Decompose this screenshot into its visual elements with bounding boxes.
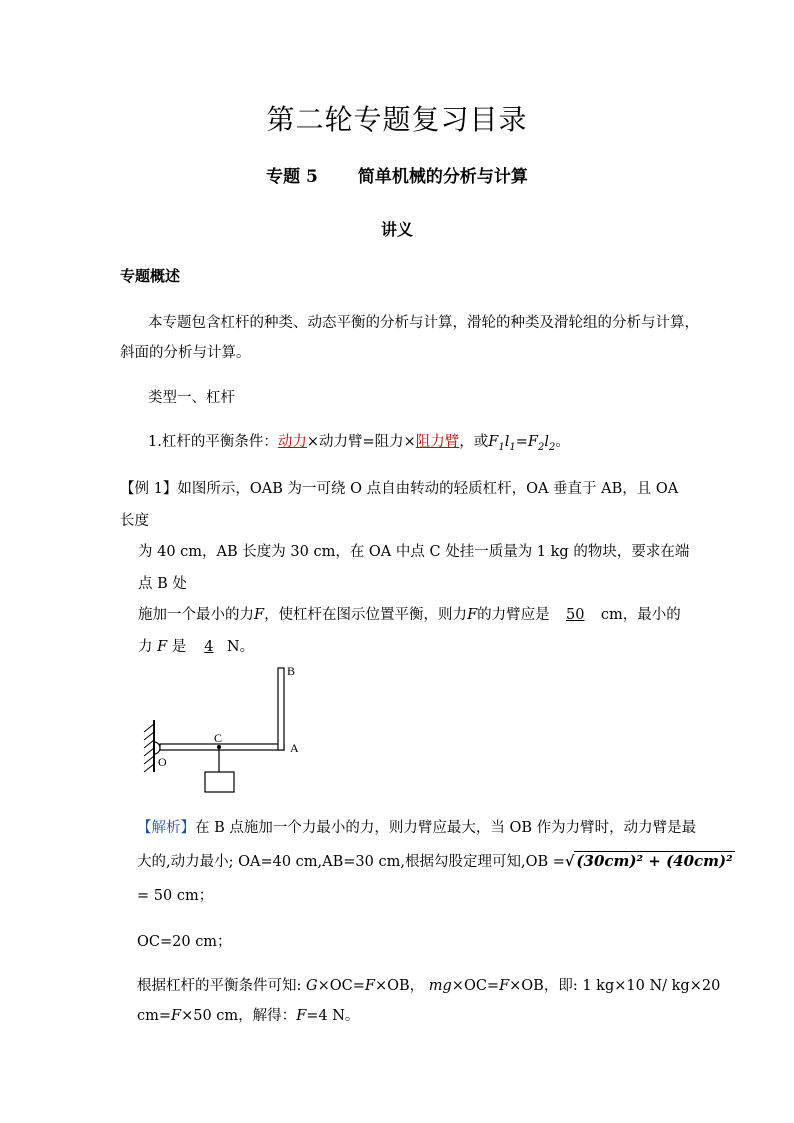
- example-line-3: 施加一个最小的力F，使杠杆在图示位置平衡，则力F的力臂应是 50 cm，最小的: [120, 600, 690, 632]
- solution-line-5: 根据杠杆的平衡条件可知: G×OC=F×OB， mg×OC=F×OB，即: 1 kg×10 N/ kg×20: [137, 978, 721, 994]
- solution-line-2: 大的,动力最小; OA=40 cm,AB=30 cm,根据勾股定理可知,OB =√ (30cm)² + (40cm)²: [137, 852, 733, 870]
- rule-formula: $F_1l_1=F_2l_2$: [488, 434, 556, 453]
- sqrt-radicand: (30cm)² + (40cm)²: [576, 852, 733, 870]
- solution-tag: 【解析】: [137, 820, 195, 836]
- solution-line-1: 【解析】在 B 点施加一个力最小的力，则力臂应最大，当 OB 作为力臂时，动力臂是最: [137, 820, 697, 836]
- balance-rule: 1.杠杆的平衡条件：动力×动力臂=阻力×阻力臂，或$F_1l_1=F_2l_2$。: [148, 434, 570, 453]
- rule-prefix: 1.杠杆的平衡条件：: [148, 434, 278, 450]
- type-one-heading: 类型一、杠杆: [148, 390, 235, 406]
- example-line-4: 力 F 是 4 N。: [120, 632, 690, 664]
- example-1: [120, 474, 690, 663]
- answer-blank-2: 4: [204, 638, 214, 655]
- rule-suffix: ，或: [459, 434, 489, 450]
- rule-mid: ×动力臂=阻力×: [306, 434, 416, 450]
- label-c: C: [214, 731, 223, 745]
- label-o: O: [158, 755, 167, 769]
- label-b: B: [287, 664, 296, 678]
- example-line-1: 如图所示，OAB 为一可绕 O 点自由转动的轻质杠杆，OA 垂直于 AB，且 OA 长度: [120, 481, 679, 529]
- label-a: A: [290, 741, 299, 755]
- solution-line-3: = 50 cm；: [137, 888, 214, 904]
- example-line-2: 为 40 cm，AB 长度为 30 cm，在 OA 中点 C 处挂一质量为 1 kg 的物块，要求在端点 B 处: [138, 544, 690, 592]
- lever-diagram: [140, 660, 320, 800]
- topic-name: 简单机械的分析与计算: [357, 167, 528, 187]
- rule-term-resistance-arm: 阻力臂: [415, 434, 460, 450]
- solution-line-4: OC=20 cm；: [137, 934, 232, 950]
- lever-arm-ab: [278, 668, 284, 750]
- page-title: 第二轮专题复习目录: [266, 103, 528, 136]
- overview-heading: 专题概述: [120, 267, 181, 285]
- rule-term-effort: 动力: [277, 434, 307, 450]
- example-label: 【例 1】: [120, 481, 178, 497]
- answer-blank-1: 50: [566, 607, 585, 623]
- hanging-block: [205, 772, 234, 792]
- overview-paragraph: 本专题包含杠杆的种类、动态平衡的分析与计算，滑轮的种类及滑轮组的分析与计算，斜面的分析与计算。: [120, 315, 699, 361]
- solution-line-6: cm=F×50 cm，解得：F=4 N。: [137, 1008, 360, 1024]
- topic-number: 专题 5: [266, 167, 318, 187]
- handout-label: 讲义: [380, 220, 413, 239]
- sqrt-expression: √ (30cm)² + (40cm)²: [564, 852, 733, 870]
- wall-hatching: [144, 724, 154, 772]
- topic-subtitle: [0, 162, 794, 187]
